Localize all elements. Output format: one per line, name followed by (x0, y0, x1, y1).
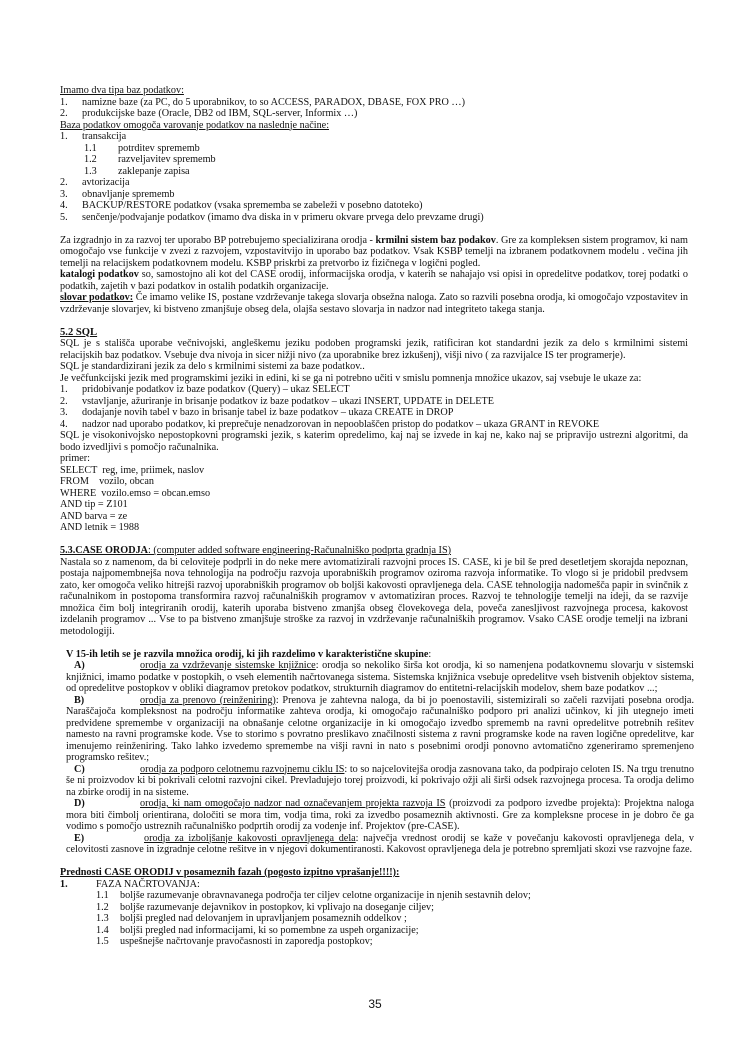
list-number: 5. (60, 211, 68, 223)
list-number: 3. (60, 188, 68, 200)
list-item (60, 131, 688, 143)
list-number: 1. (60, 131, 68, 142)
list-number: 1.4 (96, 924, 109, 936)
group-title: orodja, ki nam omogočajo nadzor nad označevanjem projekta razvoja IS (140, 798, 446, 809)
group-text: : Prenova je zahtevna naloga, da bi jo poenostavili, sistemizirali so začeli razvijati posebna orodja. Naraščajoča kompleksnost na področju informatike zahteva orodja, ki omogočajo računalniško podporo pri analizi učinkov, ki jih utegnejo imeti predvidene spremembe v organizaciji na obnašanje celotne organizacije in ki omogočajo izvedbo sprememb na ravni opredelitve potrebnih rešitev namesto na ravni programske kode. Vse to storimo s povratno preslikavo značilnosti sistema z ravni programske kode na raven logične opredelitve, kar imenujemo reinženiring. Tako lahko izvedemo spremembe na višji ravni in nato s posebnimi orodji ponovno avtomatično zgeneriramo spremenjeno programsko rešitev.; (66, 694, 694, 763)
group-text: : to so najcelovitejša orodja zasnovana tako, da podpirajo celoten IS. Na trgu trenutno še ni proizvodov ki bi pokrivali celotni razvojni cikel. Prevladujejo torej proizvodi, ki pokrivajo ožji ali širši odsek razvojnega procesa. Ta orodja delimo na zbirke orodij in na sisteme. (66, 763, 694, 798)
group-title: orodja za izboljšanje kakovosti opravljenega dela (144, 832, 356, 844)
advantages-section (60, 867, 688, 948)
list-item (60, 189, 688, 201)
group-item (66, 695, 694, 764)
list-number: 1.3 (96, 913, 109, 924)
phase-title: FAZA NAČRTOVANJA: (96, 878, 200, 890)
list-number: 2. (60, 395, 68, 407)
text: so, samostojno ali kot del CASE orodij, informacijska orodja, v katerih se nahajajo vsi opisi in opredelitve podatkov, torej podatki o podatkih, zajetih v bazi podatkov in ostalih podatkih organizacije. (60, 269, 689, 292)
database-types-section (60, 85, 688, 223)
group-title: orodja za podporo celotnemu razvojnemu ciklu IS (140, 763, 345, 775)
list-number: 1.2 (84, 154, 97, 165)
sub-list-item (60, 925, 688, 937)
list-item (60, 108, 688, 120)
heading-protection: Baza podatkov omogoča varovanje podatkov na naslednje načine: (60, 119, 330, 131)
groups-heading (66, 649, 694, 661)
list-text: pridobivanje podatkov iz baze podatkov (Query) – ukaz SELECT (82, 384, 350, 395)
group-item (66, 798, 694, 833)
list-number: 1. (60, 878, 68, 890)
sub-list-item (60, 890, 688, 902)
list-text: senčenje/podvajanje podatkov (imamo dva diska in v primeru okvare prvega delo prevzame drugi) (82, 211, 484, 223)
example-label: primer: (60, 453, 90, 464)
paragraph: SQL je visokonivojsko nepostopkovni programski jezik, s katerim opredelimo, kaj naj se izvede in kaj ne, kako naj se pripravijo ustrezni algoritmi, da bodo izvedljivi s pomočjo računalnika. (60, 430, 688, 453)
sub-list-item (60, 913, 688, 925)
list-item (60, 419, 688, 431)
group-title: orodja za prenovo (reinženiring) (140, 694, 276, 706)
group-label: A) (74, 660, 85, 671)
heading-bold: 5.3.CASE ORODJA (60, 545, 149, 556)
text: Za izgradnjo in za razvoj ter uporabo BP potrebujemo specializirana orodja - (60, 234, 376, 246)
group-title: orodja za vzdrževanje sistemske knjižnice (140, 660, 316, 671)
list-number: 1.2 (96, 901, 109, 913)
heading-colon: : (428, 648, 432, 660)
heading-db-types: Imamo dva tipa baz podatkov: (60, 85, 184, 96)
list-item (60, 396, 688, 408)
dbms-section (60, 235, 688, 316)
sub-list-item (60, 166, 688, 178)
list-text: boljši pregled nad informacijami, ki so pomembne za uspeh organizacije; (120, 924, 419, 936)
list-text: nadzor nad uporabo podatkov, ki preprečuje nenadzorovan in nepooblaščen pristop do podatkov – ukaza GRANT in REVOKE (82, 418, 600, 430)
paragraph: Je večfunkcijski jezik med programskimi jeziki in edini, ki se ga ni potrebno učiti v smislu pomnenja množice ukazov, saj vsebuje le ukaze za: (60, 372, 642, 384)
list-text: obnavljanje sprememb (82, 188, 175, 200)
list-text: zaklepanje zapisa (118, 165, 190, 177)
list-number: 2. (60, 108, 68, 119)
advantages-heading: Prednosti CASE ORODIJ v posameznih fazah (pogosto izpitno vprašanje!!!!): (60, 867, 400, 878)
group-label: E) (74, 832, 85, 844)
phase-item (60, 879, 688, 891)
section-heading-case (60, 545, 688, 557)
section-heading-sql: 5.2 SQL (60, 326, 98, 338)
list-text: boljše razumevanje obravnavanega področja ter ciljev celotne organizacije in njenih sestavnih delov; (120, 890, 531, 901)
list-number: 1.1 (84, 142, 97, 154)
case-section (60, 545, 688, 637)
code-line: SELECT reg, ime, priimek, naslov (60, 464, 205, 476)
sub-list-item (60, 936, 688, 948)
document-page (60, 85, 694, 948)
list-number: 2. (60, 177, 68, 188)
group-item (66, 764, 694, 799)
list-item (60, 97, 688, 109)
list-number: 3. (60, 407, 68, 418)
list-item (60, 384, 688, 396)
heading-text: V 15-ih letih se je razvila množica orodij, ki jih razdelimo v karakteristične skupine (66, 648, 429, 660)
code-line: AND letnik = 1988 (60, 522, 140, 533)
bold-term: slovar podatkov: (60, 292, 134, 303)
code-line: AND tip = Z101 (60, 499, 128, 510)
bold-term: krmilni sistem baz podakov (375, 234, 496, 246)
list-item (60, 212, 688, 224)
list-text: boljše razumevanje dejavnikov in postopkov, ki vplivajo na doseganje ciljev; (120, 901, 434, 913)
code-line: AND barva = ze (60, 510, 128, 522)
sub-list-item (60, 902, 688, 914)
list-text: transakcija (82, 131, 127, 142)
paragraph: SQL je standardizirani jezik za delo s krmilnimi sistemi za baze podatkov.. (60, 361, 365, 372)
list-text: uspešnejše načrtovanje pravočasnosti in zaporedja postopkov; (120, 936, 373, 947)
paragraph-catalogs (60, 269, 688, 292)
list-number: 4. (60, 418, 68, 430)
bold-term: katalogi podatkov (60, 269, 139, 280)
paragraph-dictionary (60, 292, 688, 315)
page-number: 35 (368, 997, 382, 1011)
code-line: FROM vozilo, obcan (60, 476, 154, 487)
list-text: avtorizacija (82, 177, 130, 188)
list-text: namizne baze (za PC, do 5 uporabnikov, to so ACCESS, PARADOX, DBASE, FOX PRO …) (82, 96, 465, 108)
code-line: WHERE vozilo.emso = obcan.emso (60, 487, 211, 499)
list-text: BACKUP/RESTORE podatkov (vsaka sprememba se zabeleži v posebno datoteko) (82, 200, 423, 211)
group-label: C) (74, 763, 85, 775)
list-text: produkcijske baze (Oracle, DB2 od IBM, SQL-server, Informix …) (82, 108, 358, 119)
list-text: potrditev sprememb (118, 142, 200, 154)
list-item (60, 407, 688, 419)
list-text: vstavljanje, ažuriranje in brisanje podatkov iz baze podatkov – ukazi INSERT, UPDATE in DELETE (82, 395, 494, 407)
heading-subtitle: : (computer added software engineering-Računalniško podprta gradnja IS) (148, 545, 452, 556)
list-number: 1. (60, 96, 68, 108)
group-label: D) (74, 798, 85, 809)
list-text: boljši pregled nad delovanjem in upravljanjem posameznih oddelkov ; (120, 913, 407, 924)
paragraph: SQL je s stališča uporabe večnivojski, angleškemu jeziku podoben programski jezik, ratificiran kot standardni jezik za delo s krmilnimi sistemi relacijskih baz podatkov. Vsebuje dva nivoja in sicer nižji nivo (za uporabnike brez izkušenj), višji nivo ( za razvijalce IS ter programerje). (60, 338, 688, 361)
group-text: : orodja so nekoliko širša kot orodja, ki so namenjena podatkovnemu slovarju v sistemski knjižnici, imamo podatke v postopkih, o vseh elementih načrtovanega sistema. Sistemska knjižnica vsebuje opredelitve vseh bistvenih objektov sistema, od opredelitve postopkov v obliki diagramov pretokov podatkov, strukturnih diagramov do entitetni-relacijskih modelov, shem baze podatkov ...; (66, 660, 694, 694)
list-number: 1.5 (96, 936, 109, 947)
text: Če imamo velike IS, postane vzdrževanje takega slovarja obsežna naloga. Zato so razvili posebna orodja, ki omogočajo vzpostavitev in vzdrževanje slovarjev, ki bistveno zmanjšuje obseg dela, olajša sestavo slovarja in nadzor nad integriteto takega stanja. (60, 292, 688, 315)
list-item (60, 177, 688, 189)
sql-section (60, 327, 688, 534)
list-item (60, 200, 688, 212)
list-number: 1.3 (84, 165, 97, 177)
paragraph: Nastala so z namenom, da bi celoviteje podprli in do neke mere avtomatizirali razvojni proces IS. CASE, ki je bil še pred desetletjem skorajda nepoznan, postaja najpomembnejša nova tehnologija na področju razvoja uporabniških programov oziroma razvoja informatike. To vlogo si je pridobil predvsem zato, ker omogoča veliko hitrejši razvoj uporabniških programov ob boljši kakovosti opravljenega dela. CASE tehnologija nadomešča papir in svinčnik z računalnikom in postopoma transformira razvoj računalniških programov v avtomatiziran proces. Razvoj te tehnologije temelji na ideji, da se razvije množica čim bolj integriranih orodij, katerih uporaba bistveno zmanjša obseg človekovega dela, poveča zanesljivost razvojnega procesa, kakovost izdelanih programov ... Vse to pa bistveno zmanjšuje stroške za razvoj in vzdrževanje računalniških programov. Vsako CASE orodje temelji na izbrani metodologiji. (60, 556, 688, 637)
list-number: 1. (60, 384, 68, 395)
group-label: B) (74, 694, 85, 706)
tool-groups-section (60, 649, 694, 856)
list-number: 1.1 (96, 890, 109, 901)
group-item (66, 833, 694, 856)
group-item (66, 660, 694, 695)
group-text: (proizvodi za podporo izvedbe projekta): Projektna naloga mora biti čimbolj orientirana, določiti se mora tim, vodja tima, roki za izvedbo posameznih aktivnosti. Gre za kompleksne procese in je dobro če ga vodimo s pomočjo ustreznih računalniško podprtih orodij za vodenje inf. Projektov (pre-CASE). (66, 798, 694, 832)
list-text: dodajanje novih tabel v bazo in brisanje tabel iz baze podatkov – ukaza CREATE in DROP (82, 407, 454, 418)
list-text: razveljavitev sprememb (118, 154, 216, 165)
list-number: 4. (60, 200, 68, 211)
group-text: : največja vrednost orodij se kaže v povečanju kakovosti opravljenega dela, v celovitosti zasnove in izgradnje celotne rešitve in v njegovi dokumentiranosti. Kakovost opravljenega dela je potrebno spremljati skozi vse razvojne faze. (66, 832, 694, 855)
sub-list-item (60, 143, 688, 155)
sub-list-item (60, 154, 688, 166)
text: . Gre za kompleksen sistem programov, ki nam omogočajo vse funkcije v zvezi z razvojem, vzpostavitvijo in uporabo baz podatkov. Vsak KSBP temelji na izbranem podatkovnem modelu . večina jih temelji na relacijskem podatkovnem modelu. KSBP priskrbi za pretvorbo iz fizičnega v logični pogled. (60, 234, 688, 269)
paragraph-dbms (60, 235, 688, 270)
